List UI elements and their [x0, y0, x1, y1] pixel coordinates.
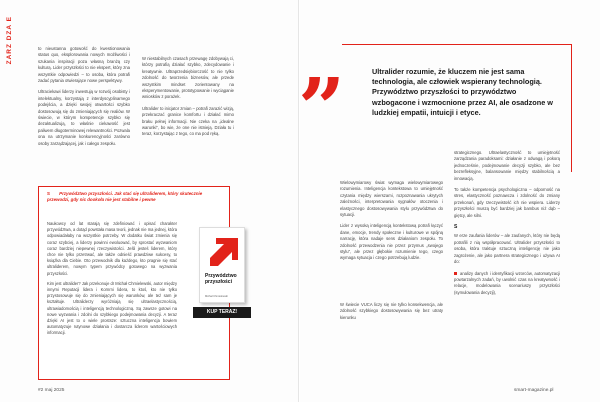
bullet-text: analizy danych i identyfikacji wzorców, automatyzacji powtarzalnych zadań, by uwolnić czas na kreatywność i relacje, modelowania scenariuszy przyszłości (symulowania decyzji),: [454, 270, 560, 295]
s-mark: S: [454, 224, 458, 231]
box-body: [47, 221, 177, 341]
paragraph: W erze zaufania liderów – ale zaufanych, który nie będą potrafili z nią współpracować. Ultralider przyszłości to osoba, która traktuje sztuczną inteligencję nie jako zagrożenie, ale jako partnera strategicznego i używa AI do:: [454, 233, 560, 265]
bullet-icon: [454, 272, 457, 275]
paragraph: Wielowymiarowy świat wymaga wielowymiarowego rozumienia. Inteligencja kontekstowa to umiejętność czytania między wierszami, rozpoznawania ukrytych zależności, interpretowania sygnałów otoczenia i elastycznego dostosowywania stylu przywództwa do sytuacji.: [340, 180, 443, 218]
page-number-left: #2 maj 2025: [38, 388, 65, 393]
paragraph: strategicznego. Ultraelastyczność to umiejętność zarządzania paradoksami: działanie z odwagą i pokorą jednocześnie, podejmowanie decyzji szybko, ale bez bezrefleksyjne, balansowanie między stabilnością a innowacją.: [454, 150, 560, 181]
arrow-icon: [206, 236, 240, 270]
paragraph: W niestabilnych czasach przewagę zdobywają ci, którzy potrafią działać szybko, zdecydowanie i kreatywnie. Ultraprzedsiębiorczość to nie tylko zdolność do tworzenia biznesów, ale przede wszystkim mindset zorientowany na eksperymentowanie, prototypowanie i wyciąganie wniosków z porażek.: [142, 56, 234, 100]
paragraph: Kim jest ultralider? Jak przekonuje dr Michał Chmielewski, autor między innymi Reputacji lidera i Kornrni lidera, to ktoś, kto nie tylko przystosowuje się do zmieniających się warunków, ale też sam je kształtuje. Ultraliderzy wyróżniają się ultraelastycznością, ultrawiadomością i inteligencją technologiczną. Są zawsze gotowi na nowe wyzwania i zdolni do szybkiego podejmowania decyzji. A teraz dzięki AI jest to o wiele prostsze: sztuczna inteligencja bowiem automatyzuje rutynowe działania i dostarcza liderom wartościowych informacji.: [47, 280, 177, 336]
bullet-item: [454, 271, 560, 297]
box-heading: [47, 191, 223, 203]
pull-quote: [298, 44, 572, 172]
s-mark: S: [47, 191, 50, 196]
left-column-2: [142, 46, 234, 174]
book-title: Przywództwo przyszłości: [205, 273, 237, 285]
book-promo-box: [38, 186, 238, 380]
section-label: ZARZ DZA E: [6, 16, 13, 65]
left-page: [0, 0, 299, 402]
page-number-right: smart-magazine.pl: [514, 388, 554, 393]
box-heading-text: Przywództwo przyszłości. Jak stać się ultraliderem, który skutecznie przewodzi, gdy nic dookoła nie jest stabilne i pewne: [47, 191, 203, 203]
left-column-1: [38, 46, 130, 174]
paragraph: Ultralider to inicjator zmian – potrafi zarazić wizją, przekraczać granice komfortu i działać mimo braku pełnej informacji. Nie czeka na „idealne warunki”, bo wie, że one nie istnieją. Działa tu i teraz, korzystając z tego, co ma pod ręką.: [142, 105, 234, 137]
book-author: Michał Chmielewski: [205, 295, 228, 298]
paragraph: to nieustanna gotowość do kwestionowania status quo, eksplorowania nowych możliwości i szukania inspiracji poza własną branżą czy kulturą. Lider przyszłości to nie ekspert, który zna wszystkie odpowiedzi – to osoba, która potrafi zadać pytania otwierające nowe perspektywy.: [38, 46, 130, 84]
quote-mark-icon: ”: [298, 61, 346, 157]
buy-now-button[interactable]: KUP TERAZ!: [193, 307, 251, 318]
book-cover[interactable]: [199, 227, 245, 303]
paragraph: Naukowcy od lat starają się zdefiniować i opisać charakter przywództwa, a dotąd powstała masa teorii, jednak nie ma jednej, która odpowiadałaby na wszystkie potrzeby. W dodatku świat zmienia się coraz szybciej, a liderzy powinni ewoluować, by sprostać wyzwaniom coraz bardziej niepewnej rzeczywistości. Jeśli jesteś liderem, który chce nie tylko przetrwać, ale także odnieść prawdziwe sukcesy, to książka dla Ciebie. Oto przewodnik dla każdego, kto pragnie się stać ultraliderem, nowym typem przywódcy gotowego na wyzwania przyszłości.: [47, 221, 177, 276]
paragraph: W świecie VUCA liczy się nie tylko konsekwencja, ale zdolność szybkiego dostosowywania się bez utraty kierunku: [340, 301, 443, 320]
paragraph: Ultraciekawi liderzy inwestują w rozwój osobisty i intelektualny, korzystają z interdyscyplinarnego podejścia, a dzięki swojej otwartości szybko dostosowują się do zmieniających się realiów. W świecie, w którym kompetencje szybko się dezaktualizują, to właśnie ciekawość jest paliwem długoterminowej relewantności. Pozwala ona na utrzymanie konkurencyjności zarówno osoby zarządzającej, jak i całego zespołu.: [38, 89, 130, 146]
paragraph: To także kompetencja psychologiczna – odporność na stres, elastyczność poznawcza i zdolność do zmiany przekonań, gdy rzeczywistość ich nie wspiera. Liderzy przyszłości muszą być bardziej jak bambus niż dąb – giętcy, ale silni.: [454, 187, 560, 218]
pull-quote-text: Ultralider rozumie, że kluczem nie jest sama technologia, ale człowiek wspierany technologią. Przywództwo przyszłości to przywództwo wzbogacone i wzmocnione przez AI, ale osadzone w ludzkiej empatii, intuicji i etyce.: [372, 67, 553, 117]
paragraph: Lider z wysoką inteligencją kontekstową potrafi łączyć dane, emocje, trendy społeczne i kulturowe w spójną narrację, która nadaje sens działaniom zespołu. To zdolność przewodzenia nie przez przymus „swojego stylu”, ale przez głębokie rozumienie tego, czego wymaga sytuacja i czego potrzebują ludzie.: [340, 223, 443, 261]
right-column-2: [454, 150, 560, 380]
right-column-1: [340, 180, 443, 380]
